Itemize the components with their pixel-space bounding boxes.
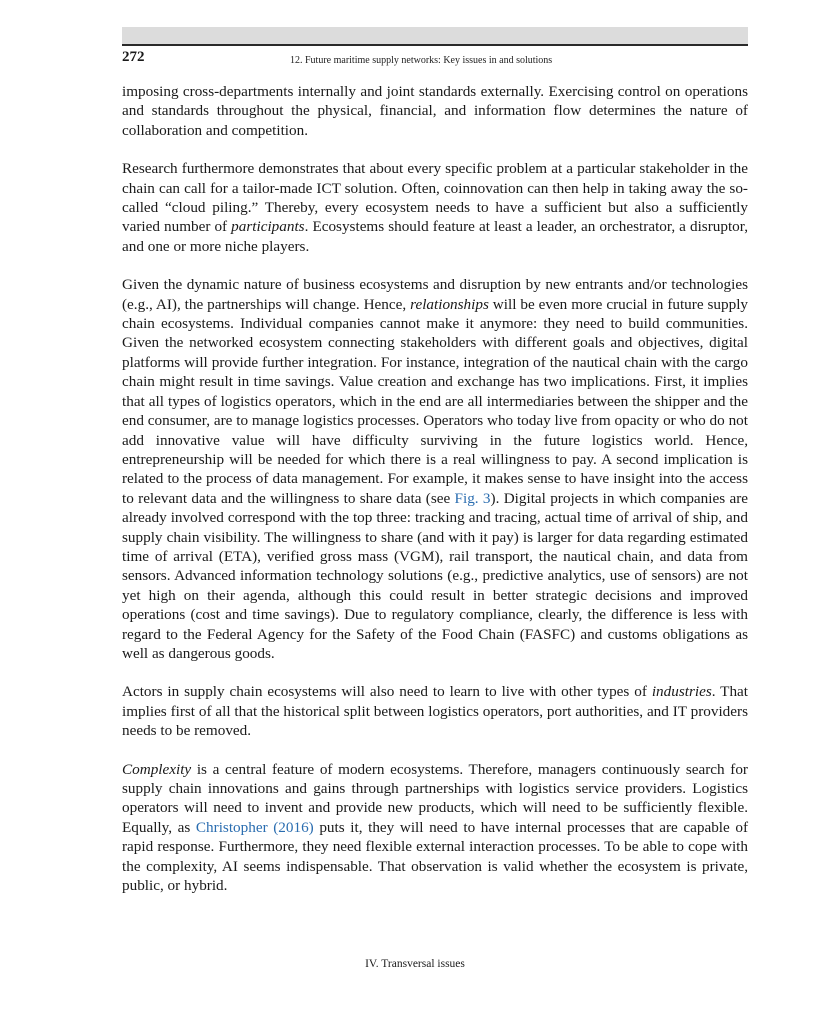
paragraph-5-text-b: puts it, they will need to have internal processes that are capable of rapid response. Furthermore, they need flexible external interaction processes. To be able to cope with the complexity, AI seems indispensable. That observation is valid whether the ecosystem is private, public, or hybrid. [122, 818, 749, 895]
paragraph-4 [122, 682, 748, 740]
header-rule [122, 44, 748, 46]
figure-3-link[interactable]: Fig. 3 [454, 489, 491, 507]
running-title: 12. Future maritime supply networks: Key issues in and solutions [290, 55, 553, 66]
paragraph-5-text-a: is a central feature of modern ecosystems. Therefore, managers continuously search for supply chain innovations and gains through partnerships with logistics service providers. Logistics operators will need to invent and provide new products, which will need to be sufficiently flexible. Equally, as [122, 760, 748, 836]
paragraph-3 [122, 275, 748, 663]
body-text [122, 82, 748, 895]
header-band [122, 27, 748, 44]
paragraph-4-text-b: . That implies first of all that the historical split between logistics operators, port authorities, and IT providers needs to be removed. [122, 683, 748, 740]
paragraph-5 [122, 760, 748, 896]
emphasis-industries: industries [651, 683, 712, 701]
emphasis-relationships: relationships [410, 295, 489, 313]
paragraph-2-text-b: . Ecosystems should feature at least a leader, an orchestrator, a disruptor, and one or more niche players. [122, 218, 749, 255]
paragraph-1 [122, 82, 748, 140]
paragraph-2-text-a: Research furthermore demonstrates that about every specific problem at a particular stakeholder in the chain can call for a tailor-made ICT solution. Often, coinnovation can then help in taking away the so-called “cloud piling.” Thereby, every ecosystem needs to have a sufficient but also a sufficiently varied number of [122, 160, 748, 236]
footer-section-label: IV. Transversal issues [365, 958, 465, 970]
paragraph-2 [122, 159, 748, 256]
paragraph-4-text-a: Actors in supply chain ecosystems will also need to learn to live with other types of [122, 683, 652, 701]
emphasis-complexity: Complexity [122, 760, 192, 778]
paragraph-3-text-c: ). Digital projects in which companies are already involved correspond with the top three: tracking and tracing, actual time of arrival of ship, and supply chain visibility. The willingness to share (and with it pay) is larger for data regarding estimated time of arrival (ETA), verified gross mass (VGM), rail transport, the nautical chain, and data from sensors. Advanced information technology solutions (e.g., predictive analytics, use of sensors) are not yet high on their agenda, although this could result in better strategic decisions and improved operations (cost and time savings). Due to regulatory compliance, clearly, the difference is less with regard to the Federal Agency for the Safety of the Food Chain (FASFC) and customs obligations as well as dangerous goods. [122, 489, 749, 662]
christopher-2016-citation-link[interactable]: Christopher (2016) [195, 818, 314, 836]
emphasis-participants: participants [231, 218, 305, 236]
paragraph-1-text: imposing cross-departments internally and joint standards externally. Exercising control on operations and standards throughout the physical, financial, and information flow determines the nature of collaboration and competition. [122, 83, 748, 139]
paragraph-3-text-b: will be even more crucial in future supply chain ecosystems. Individual companies cannot make it anymore: they need to build communities. Given the networked ecosystem connecting stakeholders with different goals and objectives, digital platforms will provide further integration. For instance, integration of the nautical chain with the cargo chain might result in time savings. Value creation and exchange has two implications. First, it implies that all types of logistics operators, which in the end are all intermediaries between the shipper and the end consumer, are to manage logistics processes. Operators who today live from opacity or who do not add innovative value will have difficulty surviving in the future logistics world. Hence, entrepreneurship will be needed for which there is a real willingness to pay. A second implication is related to the process of data management. For example, it makes sense to have insight into the access to relevant data and the willingness to share data (see [122, 295, 749, 507]
paragraph-3-text-a: Given the dynamic nature of business ecosystems and disruption by new entrants and/or technologies (e.g., AI), the partnerships will change. Hence, [122, 276, 748, 313]
page-number: 272 [122, 49, 145, 65]
